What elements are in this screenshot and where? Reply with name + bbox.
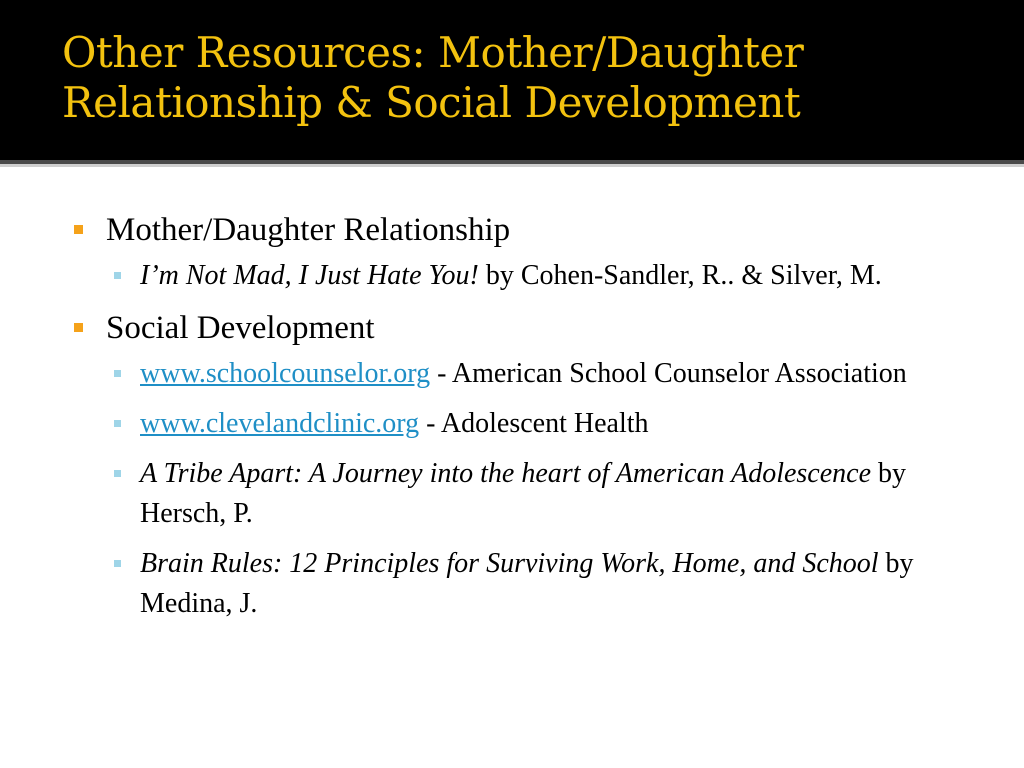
resource-item-book — [74, 544, 974, 624]
resource-author: by Cohen-Sandler, R.. & Silver, M. — [478, 260, 882, 291]
book-title: I’m Not Mad, I Just Hate You! — [140, 260, 479, 291]
square-bullet-icon — [74, 323, 83, 332]
section-heading-text: Mother/Daughter Relationship — [106, 212, 511, 248]
book-title: A Tribe Apart: A Journey into the heart of American Adolescence — [140, 458, 872, 489]
square-bullet-icon — [114, 272, 121, 279]
square-bullet-icon — [114, 560, 121, 567]
resource-item-book — [74, 454, 974, 534]
section-heading-social-development — [74, 306, 974, 350]
resource-item-book — [74, 256, 974, 296]
section-heading-text: Social Development — [106, 310, 375, 346]
title-line-1: Other Resources: Mother/Daughter — [62, 28, 804, 77]
book-title: Brain Rules: 12 Principles for Surviving Work, Home, and School — [140, 548, 879, 579]
resource-author: by Hersch, P. — [140, 458, 907, 529]
clevelandclinic-link[interactable]: www.clevelandclinic.org — [140, 408, 420, 439]
resource-description: - American School Counselor Association — [430, 358, 907, 389]
resource-author: by Medina, J. — [140, 548, 914, 619]
resource-item-website — [74, 404, 974, 444]
section-heading-mother-daughter — [74, 208, 974, 252]
resource-description: - Adolescent Health — [419, 408, 649, 439]
square-bullet-icon — [114, 420, 121, 427]
square-bullet-icon — [114, 370, 121, 377]
slide-title — [62, 28, 1002, 128]
title-line-2: Relationship & Social Development — [62, 78, 801, 127]
resource-item-website — [74, 354, 974, 394]
title-bar — [0, 0, 1024, 160]
square-bullet-icon — [74, 225, 83, 234]
schoolcounselor-link[interactable]: www.schoolcounselor.org — [140, 358, 431, 389]
bullet-list — [74, 208, 974, 634]
square-bullet-icon — [114, 470, 121, 477]
title-divider-highlight — [0, 164, 1024, 167]
